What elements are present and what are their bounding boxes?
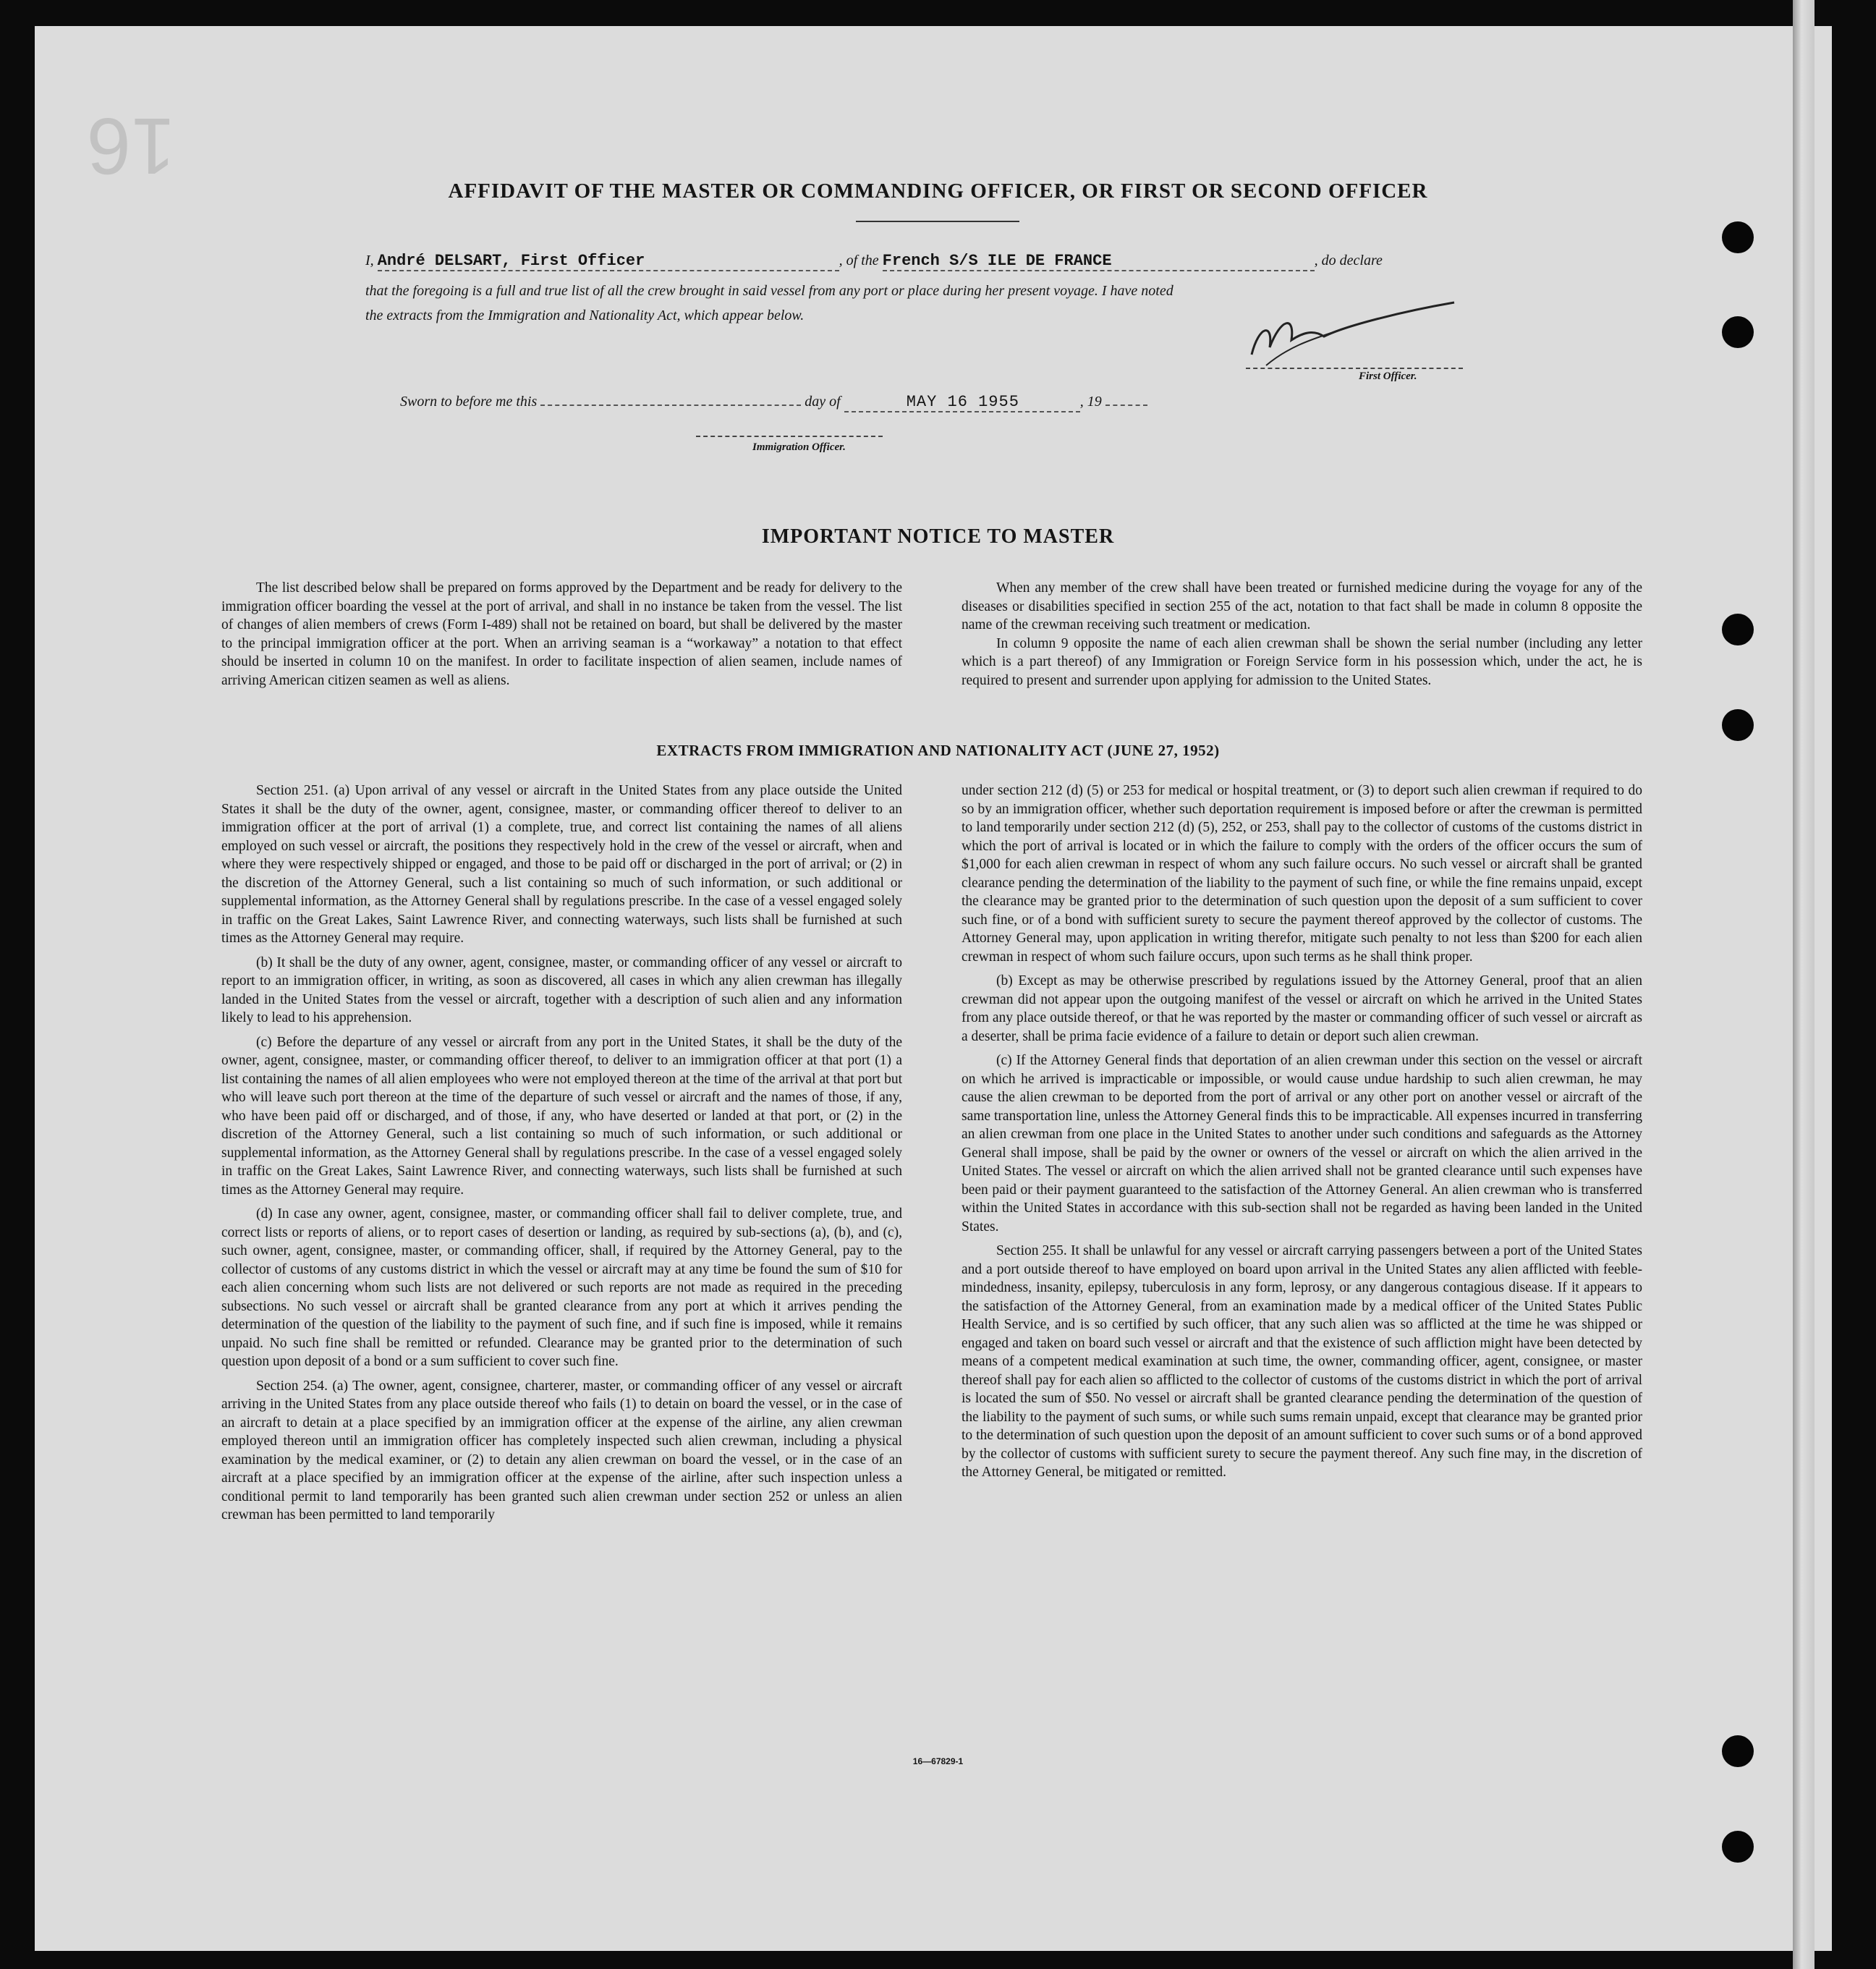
section-254-a: Section 254. (a) The owner, agent, consignee, charterer, master, or commanding officer of any vessel or aircraft arriving in the United States from any place outside thereof who fails (1) to detain on board the vessel, or in the case of an aircraft to detain at a place specified by an immigration officer at the expense of the airline, any alien crewman employed thereon until an immigration officer has completely inspected such alien crewman, including a physical examination by the medical examiner, or (2) to detain any alien crewman on board the vessel, or in the case of an aircraft at a place specified by an immigration officer at the expense of the airline, after such inspection unless a conditional permit to land temporarily has been granted such alien crewman under section 252 or unless an alien crewman has been permitted to land temporarily (221, 1378, 902, 1523)
signature (1244, 297, 1461, 376)
page-edge (1793, 0, 1815, 1969)
section-255: Section 255. It shall be unlawful for any vessel or aircraft carrying passengers between a port of the United States and a port outside thereof to have employed on board upon arrival in the United States any alien afflicted with feeble-mindedness, insanity, epilepsy, tuberculosis in any form, leprosy, or any dangerous contagious disease. If it appears to the satisfaction of the Attorney General, from an examination made by a medical officer of the United States Public Health Service, and is so certified by such officer, that any such alien was so afflicted at the time he was shipped or engaged and taken on board such vessel or aircraft and that the existence of such affliction might have been detected by means of a competent medical examination at such time, the owner, commanding officer, agent, consignee, or master thereof shall pay for each alien so afflicted to the collector of customs of the customs district in which the port of arrival is located the sum of $50. No vessel or aircraft shall be granted clearance pending the determination of the question of the liability to the payment of such sums, or while such sums remain unpaid, except that clearance may be granted prior to the determination of such question upon the deposit of an amount sufficient to cover such sums or of a bond approved by the collector of customs with sufficient surety to secure the payment thereof. Any such fine may, in the discretion of the Attorney General, be mitigated or remitted. (962, 1243, 1642, 1480)
binder-hole (1722, 221, 1754, 253)
sworn-line (400, 393, 1147, 412)
notice-right-paragraph: When any member of the crew shall have been treated or furnished medicine during the voyage for any of the diseases or disabilities specified in section 255 of the act, notation to that fact shall be made in column 8 opposite the name of the crewman receiving such treatment or medication. (962, 580, 1642, 632)
vessel-name: French S/S ILE DE FRANCE (882, 252, 1112, 270)
year-label: , 19 (1079, 394, 1102, 410)
notice-left-paragraph: The list described below shall be prepared on forms approved by the Department and be ready for delivery to the immigration officer boarding the vessel at the port of arrival, and shall in no instance be taken from the vessel. The list of changes of alien members of crews (Form I-489) shall not be retained on board, but shall be delivered by the master to the principal immigration officer at the port. When an arriving seaman is a “workaway” a notation to that effect should be inserted in column 10 on the manifest. In order to facilitate inspection of alien seamen, include names of arriving American citizen seamen as well as aliens. (221, 580, 902, 688)
day-of-label: day of (805, 394, 841, 410)
form-number: 16—67829-1 (912, 1756, 964, 1766)
statement-line-1: that the foregoing is a full and true list of all the crew brought in said vessel from any port or place during her present voyage. I have noted (365, 283, 1173, 299)
section-251-a: Section 251. (a) Upon arrival of any vessel or aircraft in the United States from any place outside the United States it shall be the duty of the owner, agent, consignee, master, or commanding officer thereof to deliver to an immigration officer at the port of arrival (1) a complete, true, and correct list containing the names of all aliens employed on such vessel or aircraft, the positions they respectively hold in the crew of the vessel or aircraft, when and where they were respectively shipped or engaged, and those to be paid off or discharged in the port of arrival; or (2) in the discretion of the Attorney General, such a list containing so much of such information, or such additional or supplemental information, as the Attorney General shall by regulations prescribe. In the case of a vessel engaged solely in traffic on the Great Lakes, Saint Lawrence River, and connecting waterways, such lists shall be furnished at such times as the Attorney General may require. (221, 783, 902, 946)
do-declare-label: , do declare (1314, 253, 1383, 268)
binder-hole (1722, 709, 1754, 741)
date-stamp: MAY 16 1955 (906, 393, 1019, 411)
signature-role: First Officer. (1359, 370, 1417, 382)
notice-left-column (221, 579, 902, 695)
officer-name: André DELSART, First Officer (377, 252, 645, 270)
page-number-mark: 16 (87, 101, 176, 190)
section-254-c: (c) If the Attorney General finds that deportation of an alien crewman under this section on the vessel or aircraft on which he arrived is impracticable or impossible, or would cause undue hardship to such alien crewman, he may cause the alien crewman to be deported from the port of arrival or any other port on another vessel or aircraft of the same transportation line, unless the Attorney General finds this to be impracticable. All expenses incurred in transferring an alien crewman from one place in the United States to another under such conditions and safeguards as the Attorney General shall impose, shall be paid by the owner or owners of the vessel or aircraft on which the alien arrived in the United States. The vessel or aircraft on which the alien arrived shall not be granted clearance until such expenses have been paid or their payment guaranteed to the satisfaction of the Attorney General. An alien crewman who is transferred within the United States in accordance with this sub-section shall not be regarded as having been landed in the United States. (962, 1053, 1642, 1235)
section-251-b: (b) It shall be the duty of any owner, agent, consignee, master, or commanding officer of any vessel or aircraft to report to an immigration officer, in writing, as soon as discovered, all cases in which any alien crewman has illegally landed in the United States from the vessel or aircraft, together with a description of such alien and any information likely to lead to his apprehension. (221, 954, 902, 1025)
binder-hole (1722, 614, 1754, 645)
declaration-line (365, 252, 1383, 271)
sworn-label: Sworn to before me this (400, 394, 538, 410)
section-254-a-continued: under section 212 (d) (5) or 253 for medical or hospital treatment, or (3) to deport such alien crewman if required to do so by an immigration officer, whether such deportation requirement is imposed before or after the crewman is permitted to land temporarily under section 212 (d) (5), 252, or 253, shall pay to the collector of customs of the customs district in which the port of arrival is located or in which the failure to comply with the orders of the officer occurs the sum of $1,000 for each alien crewman in respect of whom any such failure occurs. No such vessel or aircraft shall be granted clearance pending the determination of the liability to the payment of such fine, or while the fine remains unpaid, except the clearance may be granted prior to the determination of such question upon the deposit of a sum sufficient to cover such fine, or of a bond with sufficient surety to secure the payment thereof approved by the collector of customs. The Attorney General may, upon application in writing therefor, mitigate such penalty to not less than $200 for each alien crewman in respect of whom such failure occurs, upon such terms as he shall think proper. (962, 783, 1642, 965)
section-251-d: (d) In case any owner, agent, consignee, master, or commanding officer shall fail to deliver complete, true, and correct lists or reports of aliens, or to report cases of desertion or landing, as required by sub-sections (a), (b), and (c), such owner, agent, consignee, master, or commanding officer, shall, if required by the Attorney General, pay to the collector of customs of any customs district in which the vessel or aircraft may at any time be found the sum of $10 for each alien concerning whom such lists are not delivered or such reports are not made as required in the preceding subsections. No such vessel or aircraft shall be granted clearance from any port at which it arrives pending the determination of the question of the liability to the payment of such fine, and if such fine is imposed, while it remains unpaid. No such fine shall be remitted or refunded. Clearance may be granted prior to the determination of such question upon deposit of a bond or a sum sufficient to cover such fine. (221, 1206, 902, 1369)
section-251-c: (c) Before the departure of any vessel or aircraft from any port in the United States, it shall be the duty of the owner, agent, consignee, master, or commanding officer thereof, to deliver to an immigration officer at that port (1) a list containing the names of all alien employees who were not employed thereon at the time of the arrival at that port but who will leave such port thereon at the time of the departure of such vessel or aircraft and the names of those, if any, who have been paid off or discharged, and of those, if any, who have deserted or landed at that port, or (2) in the discretion of the Attorney General, such a list containing so much of such information, or such additional or supplemental information, as the Attorney General shall by regulations prescribe. In the case of a vessel engaged solely in traffic on the Great Lakes, Saint Lawrence River, and connecting waterways, such lists shall be furnished at such times as the Attorney General may require. (221, 1034, 902, 1198)
section-254-b: (b) Except as may be otherwise prescribed by regulations issued by the Attorney General, proof that an alien crewman did not appear upon the outgoing manifest of the vessel or aircraft on which he arrived in the United States from any place outside thereof, or that he was reported by the master or commanding officer of such vessel or aircraft as a deserter, shall be prima facie evidence of a failure to detain or deport such alien crewman. (962, 973, 1642, 1044)
extracts-left-column (221, 782, 902, 1530)
notice-right-column (962, 579, 1642, 695)
title-divider (856, 221, 1019, 222)
of-the-label: , of the (839, 253, 879, 268)
signature-line (1246, 368, 1463, 369)
immigration-officer-line (696, 436, 883, 437)
immigration-officer-label: Immigration Officer. (752, 441, 846, 453)
extracts-title: EXTRACTS FROM IMMIGRATION AND NATIONALITY ACT (JUNE 27, 1952) (656, 742, 1220, 759)
notice-right-paragraph: In column 9 opposite the name of each alien crewman shall be shown the serial number (including any letter which is a part thereof) of any Immigration or Foreign Service form in his possession which, under the act, he is required to present and surrender upon applying for admission to the United States. (962, 635, 1642, 688)
notice-title: IMPORTANT NOTICE TO MASTER (761, 525, 1115, 548)
binder-hole (1722, 316, 1754, 348)
extracts-right-column (962, 782, 1642, 1488)
statement-line-2: the extracts from the Immigration and Nationality Act, which appear below. (365, 308, 805, 323)
binder-hole (1722, 1831, 1754, 1863)
affidavit-title: AFFIDAVIT OF THE MASTER OR COMMANDING OFFICER, OR FIRST OR SECOND OFFICER (448, 179, 1428, 203)
i-label: I, (365, 253, 374, 268)
